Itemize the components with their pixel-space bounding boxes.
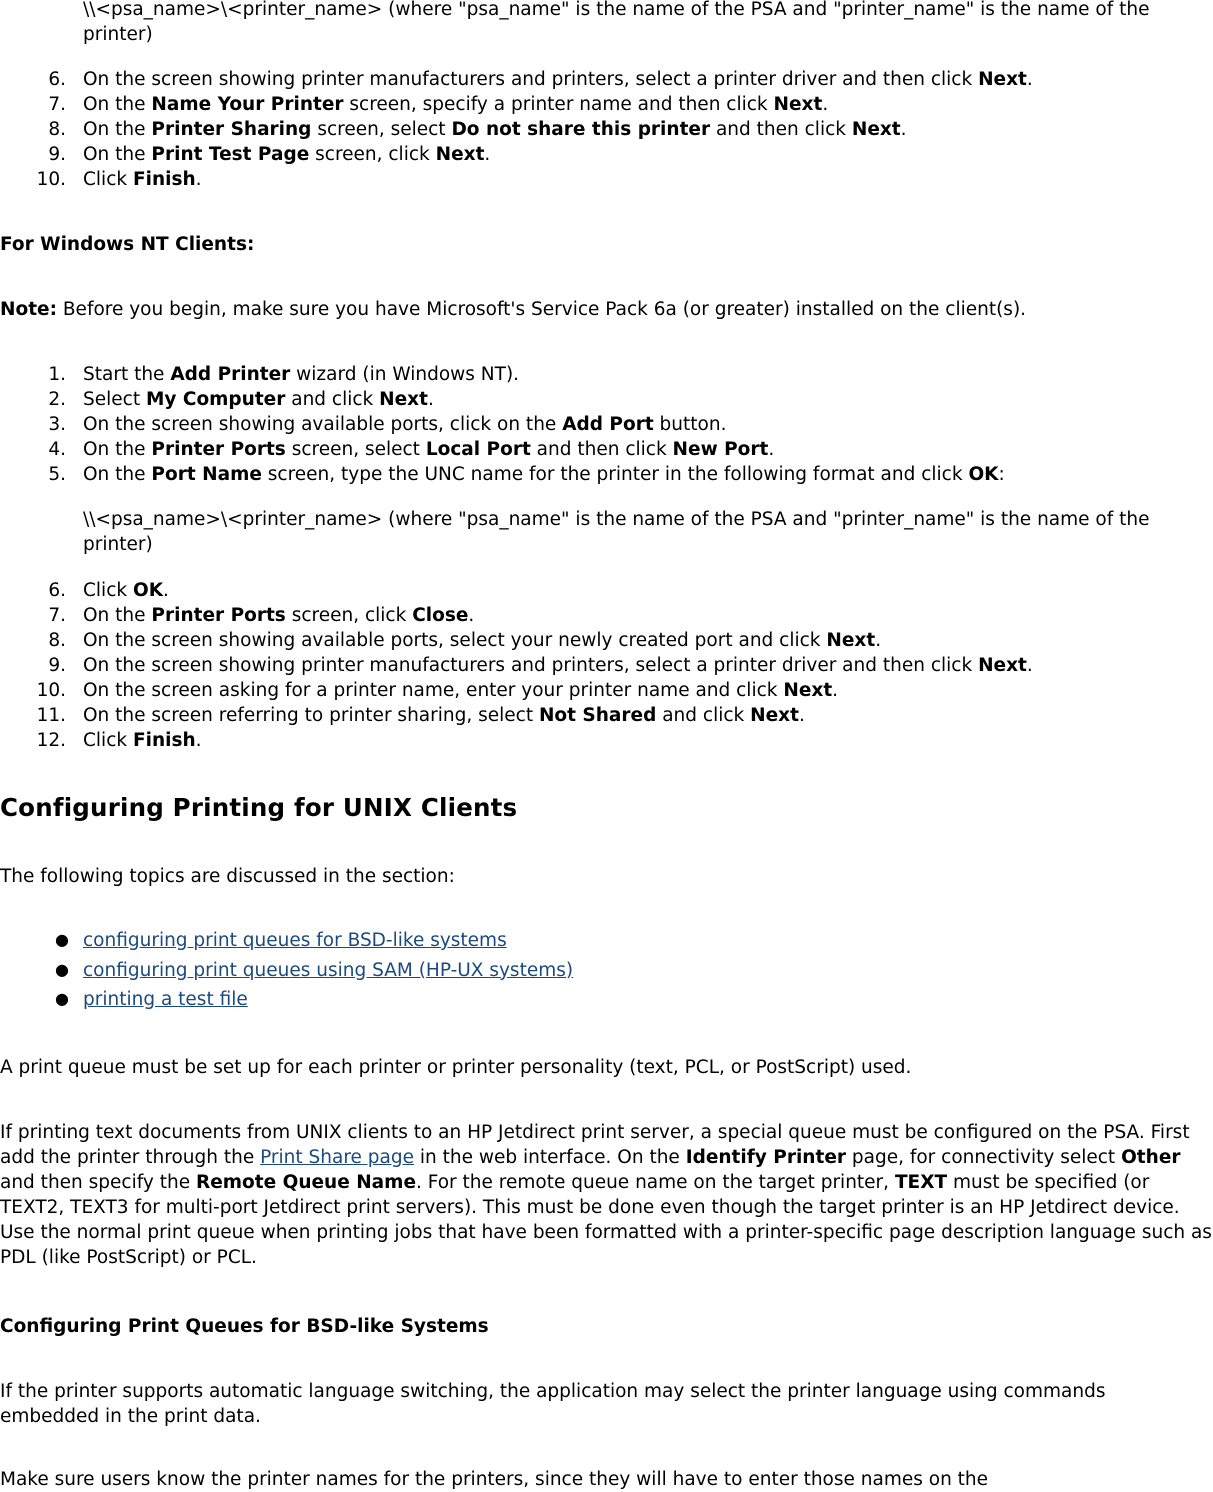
list-item: 12. Click Finish. <box>36 730 202 751</box>
list-item: 7. On the Printer Ports screen, click Close. <box>48 605 475 626</box>
list-item: 8. On the screen showing available ports, select your newly created port and click Next. <box>48 630 882 651</box>
list-item: 11. On the screen referring to printer sharing, select Not Shared and click Next. <box>36 705 805 726</box>
list-item: 9. On the screen showing printer manufacturers and printers, select a printer driver and then click Next. <box>48 655 1033 676</box>
text-queue-paragraph: If printing text documents from UNIX clients to an HP Jetdirect print server, a special queue must be configured on the PSA. First add the printer through the Print Share page in the web interface. On the Identify Printer page, for connectivity select Other and then specify the Remote Queue Name. For the remote queue name on the target printer, TEXT must be specified (or TEXT2, TEXT3 for multi-port Jetdirect print servers). This must be done even though the target printer is an HP Jetdirect device. Use the normal print queue when printing jobs that have been formatted with a printer-specific page description language such as PDL (like PostScript) or PCL. <box>0 1122 1212 1268</box>
note-label: Note: <box>0 299 57 320</box>
bullet-icon: ● <box>55 989 69 1008</box>
list-item: 6. Click OK. <box>48 580 169 601</box>
bullet-icon: ● <box>55 959 69 979</box>
list-item: 2. Select My Computer and click Next. <box>48 389 434 410</box>
link-print-share-page[interactable]: Print Share page <box>260 1147 415 1168</box>
unc-format-line: \\<psa_name>\<printer_name> (where "psa_name" is the name of the PSA and "printer_name" is the name of the printer) <box>83 509 1150 555</box>
steps-list-win2000 <box>0 67 1213 192</box>
bsd-heading: Configuring Print Queues for BSD-like Systems <box>0 1316 489 1337</box>
steps-list-nt-part2 <box>0 578 1213 753</box>
steps-list-nt-part1 <box>0 362 1213 487</box>
bullet-icon: ● <box>55 930 69 949</box>
topics-list <box>0 928 573 1017</box>
list-item: 1. Start the Add Printer wizard (in Windows NT). <box>48 364 520 385</box>
list-item: 5. On the Port Name screen, type the UNC name for the printer in the following format and click OK: <box>48 464 1005 485</box>
list-item: 10. On the screen asking for a printer name, enter your printer name and click Next. <box>36 680 839 701</box>
list-item <box>0 928 573 958</box>
list-item: 9. On the Print Test Page screen, click Next. <box>48 144 491 165</box>
unix-section-heading: Configuring Printing for UNIX Clients <box>0 793 518 822</box>
printer-names-paragraph: Make sure users know the printer names for the printers, since they will have to enter those names on the <box>0 1469 989 1490</box>
nt-clients-heading: For Windows NT Clients: <box>0 234 255 255</box>
list-item: 3. On the screen showing available ports, click on the Add Port button. <box>48 414 727 435</box>
language-switching-paragraph: If the printer supports automatic language switching, the application may select the printer language using commands embedded in the print data. <box>0 1381 1106 1427</box>
list-item: 7. On the Name Your Printer screen, specify a printer name and then click Next. <box>48 94 829 115</box>
link-test-file[interactable]: printing a test file <box>83 989 248 1010</box>
link-sam-queues[interactable]: configuring print queues using SAM (HP-UX systems) <box>83 959 574 981</box>
topics-intro: The following topics are discussed in the section: <box>0 866 455 887</box>
note-paragraph: Note: Before you begin, make sure you have Microsoft's Service Pack 6a (or greater) installed on the client(s). <box>0 299 1027 320</box>
list-item: 6. On the screen showing printer manufacturers and printers, select a printer driver and then click Next. <box>48 69 1033 90</box>
list-item: 4. On the Printer Ports screen, select Local Port and then click New Port. <box>48 439 775 460</box>
queue-paragraph: A print queue must be set up for each printer or printer personality (text, PCL, or PostScript) used. <box>0 1057 912 1078</box>
list-item <box>0 958 573 988</box>
list-item: 10. Click Finish. <box>36 169 202 190</box>
unc-format-line-top: \\<psa_name>\<printer_name> (where "psa_name" is the name of the PSA and "printer_name" is the name of the printer) <box>83 0 1150 45</box>
list-item: 8. On the Printer Sharing screen, select Do not share this printer and then click Next. <box>48 119 907 140</box>
link-bsd-queues[interactable]: configuring print queues for BSD-like systems <box>83 930 507 951</box>
list-item <box>0 987 573 1017</box>
